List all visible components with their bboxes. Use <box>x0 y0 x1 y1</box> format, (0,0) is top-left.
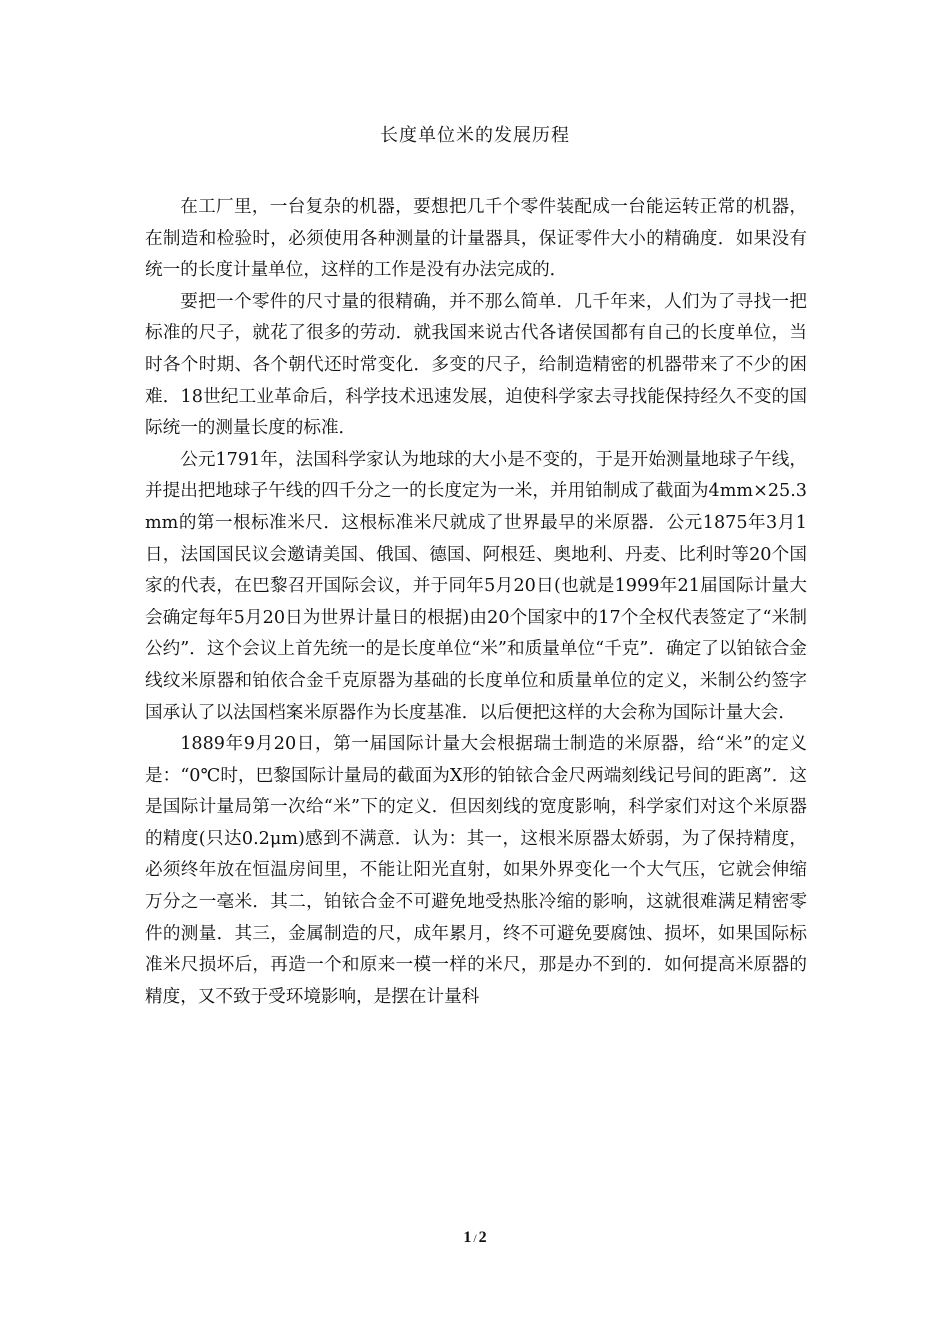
paragraph-3: 公元1791年，法国科学家认为地球的大小是不变的，于是开始测量地球子午线，并提出把地球子午线的四千分之一的长度定为一米，并用铂制成了截面为4mm×25.3mm的第一根标准米尺．这根标准米尺就成了世界最早的米原器．公元1875年3月1日，法国国民议会邀请美国、俄国、德国、阿根廷、奥地利、丹麦、比利时等20个国家的代表，在巴黎召开国际会议，并于同年5月20日(也就是1999年21届国际计量大会确定每年5月20日为世界计量日的根据)由20个国家中的17个全权代表签定了“米制公约”．这个会议上首先统一的是长度单位“米”和质量单位“千克”．确定了以铂铱合金线纹米原器和铂依合金千克原器为基础的长度单位和质量单位的定义，米制公约签字国承认了以法国档案米原器作为长度基准．以后便把这样的大会称为国际计量大会． <box>145 449 807 723</box>
document-title: 长度单位米的发展历程 <box>380 125 570 146</box>
page-number-separator: / <box>473 1231 477 1245</box>
page-number-current: 1 <box>463 1229 472 1246</box>
paragraph-2: 要把一个零件的尺寸量的很精确，并不那么简单．几千年来，人们为了寻找一把标准的尺子，就花了很多的劳动．就我国来说古代各诸侯国都有自己的长度单位，当时各个时期、各个朝代还时常变化．多变的尺子，给制造精密的机器带来了不少的困难．18世纪工业革命后，科学技术迅速发展，迫使科学家去寻找能保持经久不变的国际统一的测量长度的标准． <box>145 291 807 439</box>
paragraph-4: 1889年9月20日，第一届国际计量大会根据瑞士制造的米原器，给“米”的定义是：“0℃时，巴黎国际计量局的截面为X形的铂铱合金尺两端刻线记号间的距离”．这是国际计量局第一次给“米”下的定义．但因刻线的宽度影响，科学家们对这个米原器的精度(只达0.2μm)感到不满意．认为：其一，这根米原器太娇弱，为了保持精度，必须终年放在恒温房间里，不能让阳光直射，如果外界变化一个大气压，它就会伸缩万分之一毫米．其二，铂铱合金不可避免地受热胀冷缩的影响，这就很难满足精密零件的测量．其三，金属制造的尺，成年累月，终不可避免要腐蚀、损坏，如果国际标准米尺损坏后，再造一个和原来一模一样的米尺，那是办不到的．如何提高米原器的精度，又不致于受环境影响，是摆在计量科 <box>145 734 807 1007</box>
page-number-total: 2 <box>478 1229 487 1246</box>
document-body <box>145 192 807 1013</box>
paragraph-1: 在工厂里，一台复杂的机器，要想把几千个零件装配成一台能运转正常的机器，在制造和检验时，必须使用各种测量的计量器具，保证零件大小的精确度．如果没有统一的长度计量单位，这样的工作是没有办法完成的． <box>145 197 807 281</box>
page-number <box>0 1228 950 1248</box>
